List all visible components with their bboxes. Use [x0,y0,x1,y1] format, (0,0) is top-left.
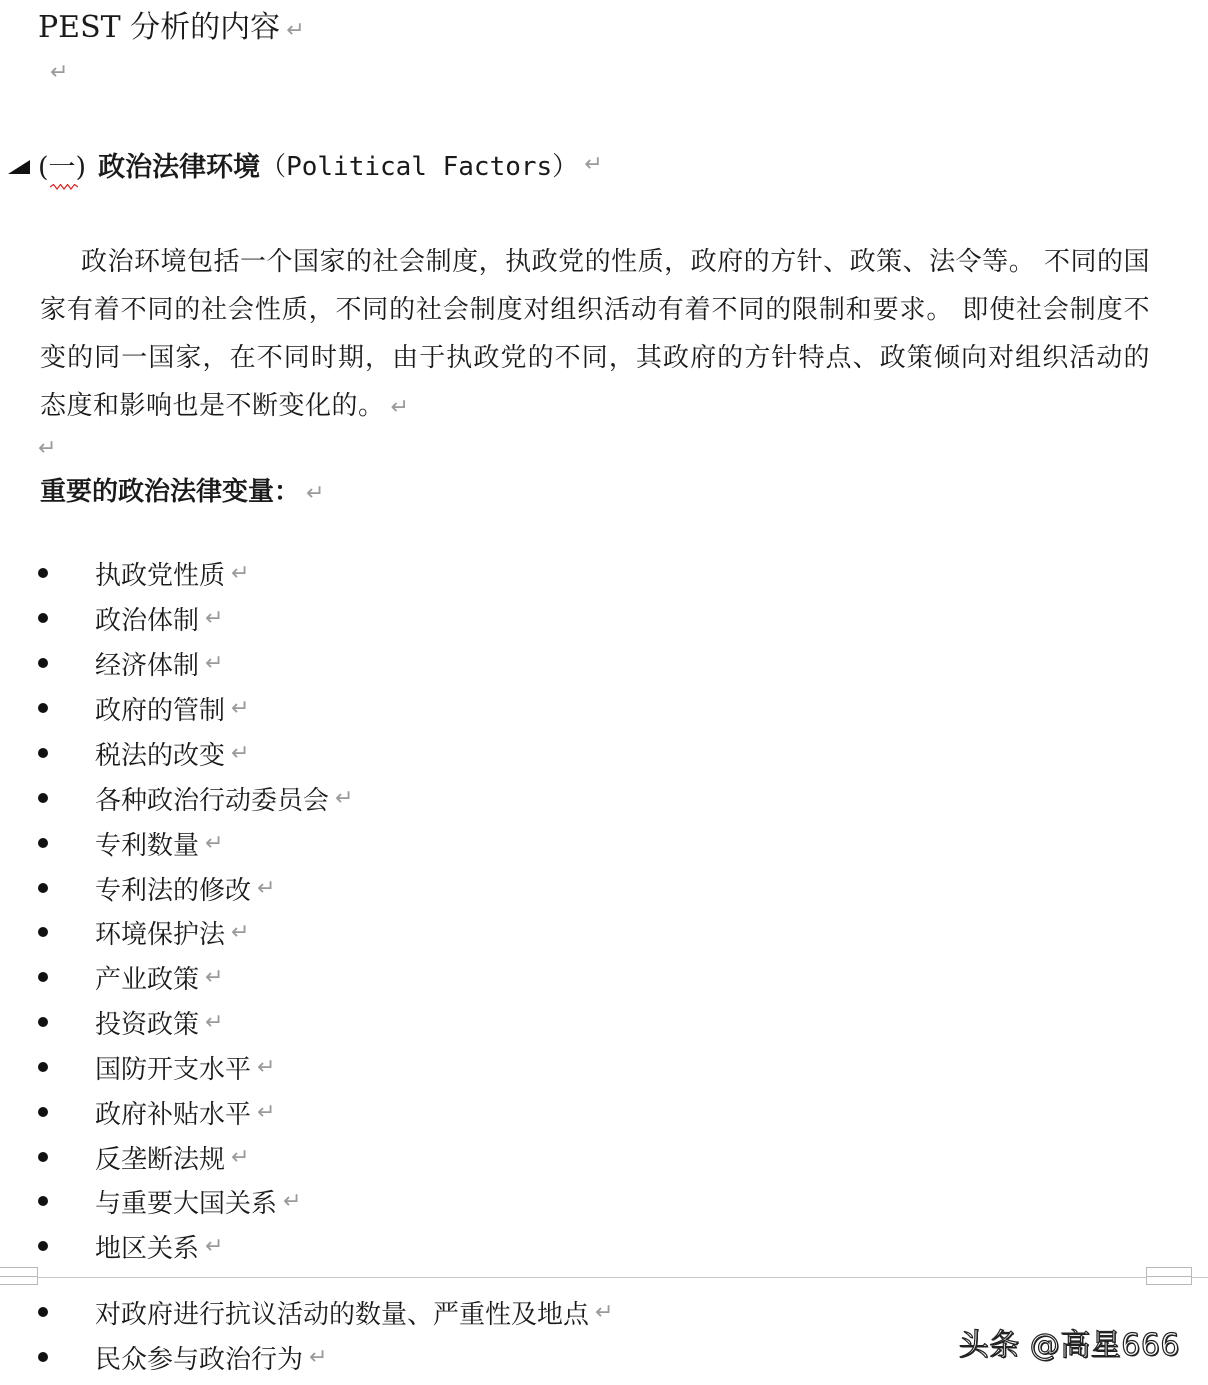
list-item [38,955,223,999]
section-number-text: (一) [38,151,87,183]
paragraph-mark-icon: ↵ [306,481,325,506]
document-title [38,8,305,51]
bullet-icon [38,1017,48,1027]
paragraph-mark-icon: ↵ [231,1144,250,1170]
list-item [38,910,249,954]
section-number [38,145,86,184]
document-title-text: PEST 分析的内容 [38,10,281,45]
spellcheck-squiggle-icon [50,184,78,190]
bullet-icon [38,972,48,982]
list-item-text: 投资政策 [95,1009,200,1040]
bullet-icon [38,658,48,668]
paragraph-mark-icon: ↵ [286,18,305,43]
list-item-text: 地区关系 [95,1233,200,1264]
list-item [38,776,353,820]
page-corner-mark-left [0,1267,38,1285]
list-item [38,1090,275,1134]
paragraph-mark-icon: ↵ [38,436,57,461]
list-item [38,1290,613,1334]
paragraph-mark-icon: ↵ [309,1344,328,1370]
paragraph-mark-icon: ↵ [257,1054,276,1080]
paragraph-mark-icon: ↵ [595,1299,614,1325]
list-item-text: 对政府进行抗议活动的数量、严重性及地点 [95,1299,590,1330]
list-item [38,686,249,730]
bullet-icon [38,1107,48,1117]
section-heading-english: （Political Factors） [260,151,579,182]
list-item-text: 产业政策 [95,964,200,995]
bullet-icon [38,1352,48,1362]
paragraph-mark-icon: ↵ [584,151,603,177]
list-item-text: 政府补贴水平 [95,1099,252,1130]
list-item-text: 与重要大国关系 [95,1188,278,1219]
paragraph-mark-icon: ↵ [205,605,224,631]
paragraph-mark-icon: ↵ [205,964,224,990]
paragraph-mark-icon: ↵ [283,1188,302,1214]
paragraph-mark-icon: ↵ [231,560,250,586]
list-item-text: 税法的改变 [95,740,226,771]
list-item [38,1224,223,1268]
list-item [38,551,249,595]
paragraph-mark-icon: ↵ [231,740,250,766]
list-item-text: 执政党性质 [95,560,226,591]
page-corner-mark-right [1146,1267,1192,1285]
list-item [38,641,223,685]
paragraph-mark-icon: ↵ [50,60,69,85]
variables-heading [40,470,324,516]
list-item-text: 经济体制 [95,650,200,681]
list-item [38,1179,301,1223]
list-item [38,1135,249,1179]
list-item [38,866,275,910]
paragraph-mark-icon: ↵ [335,785,354,811]
list-item-text: 政府的管制 [95,695,226,726]
list-item [38,731,249,775]
list-item-text: 专利数量 [95,830,200,861]
list-item-text: 各种政治行动委员会 [95,785,330,816]
body-paragraph-text: 政治环境包括一个国家的社会制度，执政党的性质，政府的方针、政策、法令等。 不同的国家有着不同的社会性质，不同的社会制度对组织活动有着不同的限制和要求。 即使社会制度不变的同一国家，在不同时期，由于执政党的不同，其政府的方针特点、政策倾向对组织活动的态度和影响也是不断变化的。 [40,247,1150,421]
bullet-icon [38,1062,48,1072]
bullet-icon [38,703,48,713]
list-item [38,821,223,865]
list-item-text: 政治体制 [95,605,200,636]
paragraph-mark-icon: ↵ [205,830,224,856]
paragraph-mark-icon: ↵ [205,1233,224,1259]
paragraph-mark-icon: ↵ [231,919,250,945]
paragraph-mark-icon: ↵ [390,395,410,420]
paragraph-mark-icon: ↵ [257,1099,276,1125]
list-item-text: 环境保护法 [95,919,226,950]
bullet-icon [38,793,48,803]
bullet-icon [38,1307,48,1317]
variables-heading-text: 重要的政治法律变量： [40,477,301,507]
bullet-icon [38,613,48,623]
bullet-icon [38,748,48,758]
page-break-line [0,1277,1208,1278]
list-item [38,1335,327,1379]
bullet-icon [38,1241,48,1251]
bullet-icon [38,1152,48,1162]
list-item [38,1045,275,1089]
bullet-icon [38,568,48,578]
section-heading [8,144,603,184]
paragraph-mark-icon: ↵ [257,875,276,901]
section-heading-text: 政治法律环境 [98,151,261,183]
bullet-icon [38,883,48,893]
watermark: 头条 @高星666 [958,1328,1180,1363]
collapse-triangle-icon[interactable] [8,160,30,174]
list-item-text: 专利法的修改 [95,875,252,906]
bullet-icon [38,927,48,937]
list-item [38,1000,223,1044]
bullet-icon [38,838,48,848]
paragraph-mark-icon: ↵ [205,1009,224,1035]
bullet-icon [38,1196,48,1206]
list-item-text: 反垄断法规 [95,1144,226,1175]
body-paragraph [40,238,1150,432]
paragraph-mark-icon: ↵ [231,695,250,721]
list-item [38,596,223,640]
paragraph-mark-icon: ↵ [205,650,224,676]
list-item-text: 民众参与政治行为 [95,1344,304,1375]
list-item-text: 国防开支水平 [95,1054,252,1085]
